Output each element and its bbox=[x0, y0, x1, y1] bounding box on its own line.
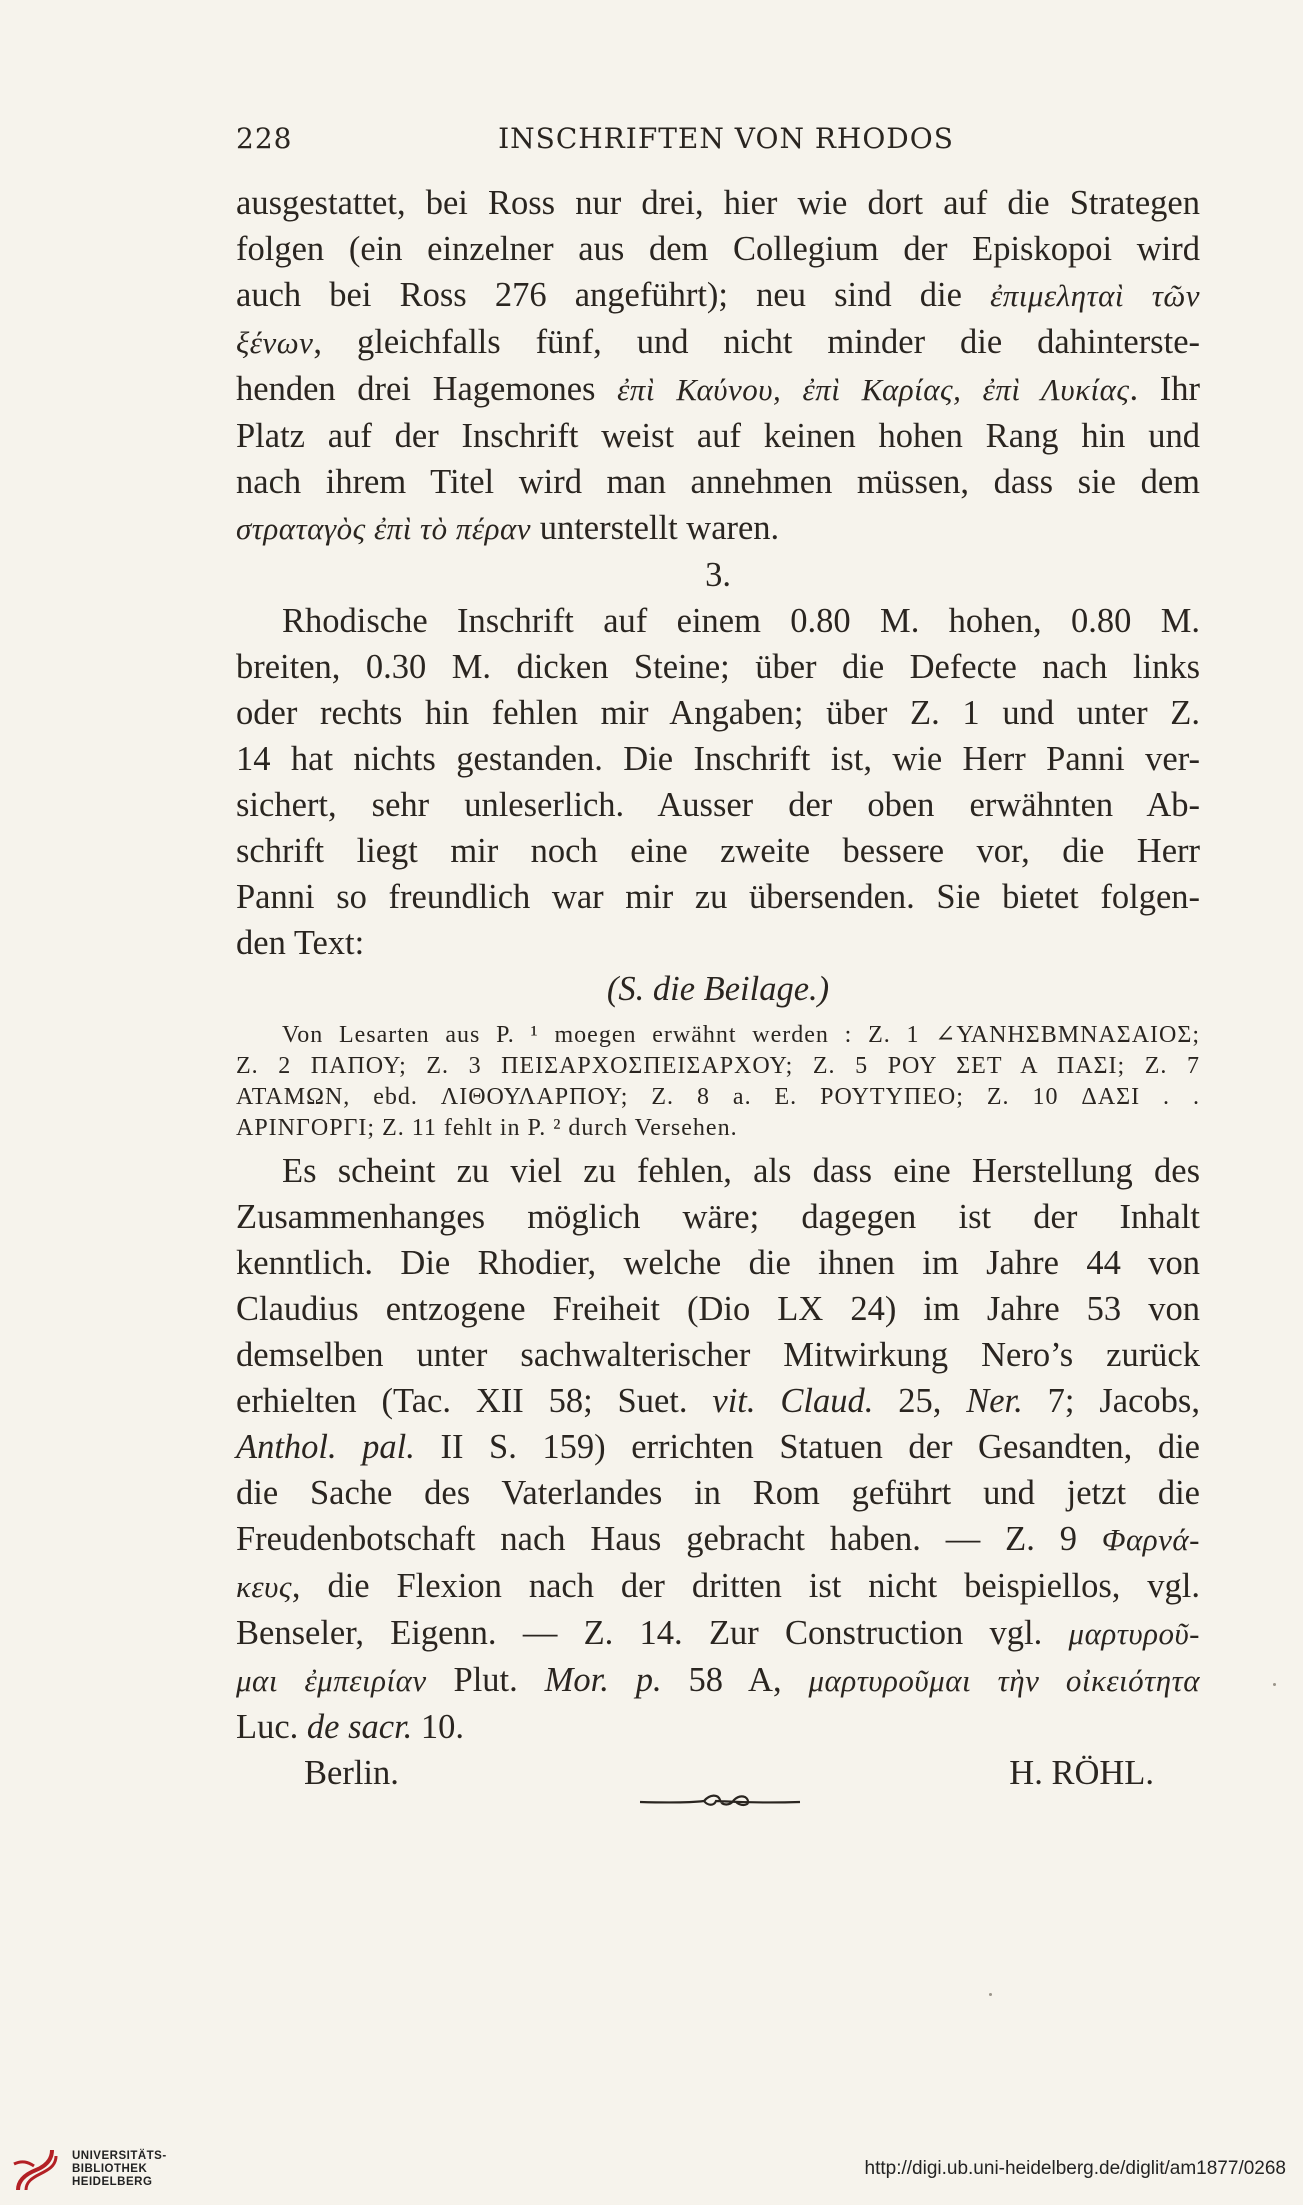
text-segment: kenntlich. Die Rhodier, welche die ihnen im Jahre 44 von bbox=[236, 1244, 1200, 1282]
greek-text: μαι ἐμπειρίαν bbox=[236, 1663, 427, 1698]
variant-line: ΑΤΑΜΩΝ, ebd. ΛΙΘΟΥΛΑΡΠΟΥ; Z. 8 a. E. ΡΟΥΤΥΠΕΟ; Z. 10 ΔΑΣΙ . . bbox=[236, 1084, 1200, 1110]
variant-line: Z. 2 ΠΑΠΟΥ; Z. 3 ΠΕΙΣΑΡΧΟΣΠΕΙΣΑΡΧΟΥ; Z. 5 ΡΟΥ ΣΕΤ Α ΠΑΣΙ; Z. 7 bbox=[236, 1053, 1200, 1079]
running-header bbox=[236, 122, 1216, 162]
greek-text: μαρτυροῦμαι τὴν οἰκειότητα bbox=[808, 1663, 1201, 1698]
text-segment: unterstellt waren. bbox=[531, 509, 780, 547]
text-line: sichert, sehr unleserlich. Ausser der oben erwähnten Ab- bbox=[236, 786, 1200, 824]
text-line bbox=[236, 1286, 1200, 1332]
greek-text: κευς bbox=[236, 1569, 292, 1604]
italic-citation: de sacr. bbox=[306, 1708, 413, 1746]
text-segment: 10. bbox=[412, 1708, 465, 1746]
running-title: INSCHRIFTEN VON RHODOS bbox=[498, 122, 954, 155]
page-footer bbox=[0, 2140, 1303, 2205]
text-segment: erhielten (Tac. XII 58; Suet. bbox=[236, 1382, 713, 1420]
text-line bbox=[236, 366, 1200, 413]
text-line bbox=[236, 1704, 1200, 1750]
signature-place: Berlin. bbox=[304, 1754, 399, 1792]
text-line: Panni so freundlich war mir zu übersenden. Sie bietet folgen- bbox=[236, 878, 1200, 916]
text-line bbox=[236, 1516, 1200, 1563]
text-segment: 58 A, bbox=[661, 1661, 809, 1699]
signature-author: H. RÖHL. bbox=[1009, 1754, 1154, 1792]
text-segment: 25, bbox=[873, 1382, 967, 1420]
text-segment: nach ihrem Titel wird man annehmen müssen, dass sie dem bbox=[236, 463, 1200, 501]
text-segment: , die Flexion nach der dritten ist nicht beispiellos, vgl. bbox=[291, 1567, 1200, 1605]
greek-text: ἐπὶ Καύνου, ἐπὶ Καρίας, ἐπὶ Λυκίας bbox=[617, 372, 1130, 407]
text-line bbox=[236, 1470, 1200, 1516]
italic-citation: Mor. p. bbox=[544, 1661, 662, 1699]
university-library-logo-icon bbox=[12, 2144, 60, 2196]
text-segment: auch bei Ross 276 angeführt); neu sind die bbox=[236, 276, 991, 314]
text-body bbox=[236, 180, 1200, 1796]
italic-citation: Ner. bbox=[966, 1382, 1023, 1420]
text-line: 14 hat nichts gestanden. Die Inschrift ist, wie Herr Panni ver- bbox=[236, 740, 1200, 778]
greek-text: στραταγὸς ἐπὶ τὸ πέραν bbox=[236, 511, 532, 546]
text-line: breiten, 0.30 M. dicken Steine; über die Defecte nach links bbox=[236, 648, 1200, 686]
text-segment: demselben unter sachwalterischer Mitwirkung Nero’s zurück bbox=[236, 1336, 1200, 1374]
italic-citation: Anthol. pal. bbox=[236, 1428, 415, 1466]
text-line bbox=[236, 272, 1200, 319]
text-segment: II S. 159) errichten Statuen der Gesandten, die bbox=[414, 1428, 1200, 1466]
greek-text: Φαρνά- bbox=[1101, 1522, 1200, 1557]
greek-text: ἐπιμεληταὶ τῶν bbox=[990, 278, 1200, 313]
text-line bbox=[236, 319, 1200, 366]
variant-line: ΑΡΙΝΓΟΡΓΙ; Z. 11 fehlt in P. ² durch Versehen. bbox=[236, 1115, 738, 1141]
text-line bbox=[236, 226, 1200, 272]
paper-speck bbox=[1273, 1683, 1276, 1686]
text-segment: Benseler, Eigenn. — Z. 14. Zur Construction vgl. bbox=[236, 1614, 1069, 1652]
text-line bbox=[236, 1657, 1200, 1704]
paragraph-3 bbox=[236, 1148, 1200, 1750]
text-line bbox=[236, 1240, 1200, 1286]
text-line bbox=[236, 1194, 1200, 1240]
institution-name: UNIVERSITÄTS- BIBLIOTHEK HEIDELBERG bbox=[72, 2150, 167, 2188]
text-segment: die Sache des Vaterlandes in Rom geführt und jetzt die bbox=[236, 1474, 1200, 1512]
text-segment: 7; Jacobs, bbox=[1022, 1382, 1200, 1420]
text-segment: . Ihr bbox=[1129, 370, 1200, 408]
text-segment: ausgestattet, bei Ross nur drei, hier wie dort auf die Strategen bbox=[236, 184, 1200, 222]
text-line: schrift liegt mir noch eine zweite bessere vor, die Herr bbox=[236, 832, 1200, 870]
text-segment: Zusammenhanges möglich wäre; dagegen ist der Inhalt bbox=[236, 1198, 1200, 1236]
text-line bbox=[236, 1332, 1200, 1378]
variant-readings bbox=[236, 1020, 1200, 1144]
text-line: Rhodische Inschrift auf einem 0.80 M. hohen, 0.80 M. bbox=[282, 602, 1200, 640]
variant-line: Von Lesarten aus P. ¹ moegen erwähnt werden : Z. 1 ∠ΥΑΝΗΣΒΜΝΑΣΑΙΟΣ; bbox=[282, 1022, 1200, 1048]
text-line bbox=[236, 1610, 1200, 1657]
ornament-divider bbox=[636, 1790, 804, 1812]
italic-citation: vit. Claud. bbox=[712, 1382, 874, 1420]
paragraph-1 bbox=[236, 180, 1200, 552]
text-line bbox=[236, 459, 1200, 505]
text-segment: Claudius entzogene Freiheit (Dio LX 24) im Jahre 53 von bbox=[236, 1290, 1200, 1328]
text-line bbox=[236, 413, 1200, 459]
text-segment: henden drei Hagemones bbox=[236, 370, 618, 408]
text-segment: Es scheint zu viel zu fehlen, als dass eine Herstellung des bbox=[282, 1152, 1200, 1190]
page-number: 228 bbox=[236, 122, 293, 155]
text-line bbox=[236, 1424, 1200, 1470]
source-url-link[interactable]: http://digi.ub.uni-heidelberg.de/diglit/am1877/0268 bbox=[864, 2158, 1286, 2179]
text-segment: , gleichfalls fünf, und nicht minder die dahinterste- bbox=[313, 323, 1200, 361]
text-line bbox=[236, 505, 1200, 552]
text-line: den Text: bbox=[236, 924, 365, 962]
text-segment: Luc. bbox=[236, 1708, 307, 1746]
paragraph-2 bbox=[236, 598, 1200, 966]
greek-text: μαρτυροῦ- bbox=[1068, 1616, 1200, 1651]
paper-speck bbox=[989, 1993, 992, 1996]
text-line: oder rechts hin fehlen mir Angaben; über Z. 1 und unter Z. bbox=[236, 694, 1200, 732]
text-segment: Freudenbotschaft nach Haus gebracht haben. — Z. 9 bbox=[236, 1520, 1102, 1558]
text-segment: Platz auf der Inschrift weist auf keinen hohen Rang hin und bbox=[236, 417, 1200, 455]
beilage-note: (S. die Beilage.) bbox=[606, 970, 830, 1008]
text-segment: Plut. bbox=[426, 1661, 545, 1699]
text-line bbox=[236, 1378, 1200, 1424]
text-line bbox=[236, 1148, 1200, 1194]
text-line bbox=[236, 180, 1200, 226]
section-number: 3. bbox=[705, 556, 731, 594]
text-segment: folgen (ein einzelner aus dem Collegium der Episkopoi wird bbox=[236, 230, 1200, 268]
greek-text: ξένων bbox=[236, 325, 314, 360]
text-line bbox=[236, 1563, 1200, 1610]
